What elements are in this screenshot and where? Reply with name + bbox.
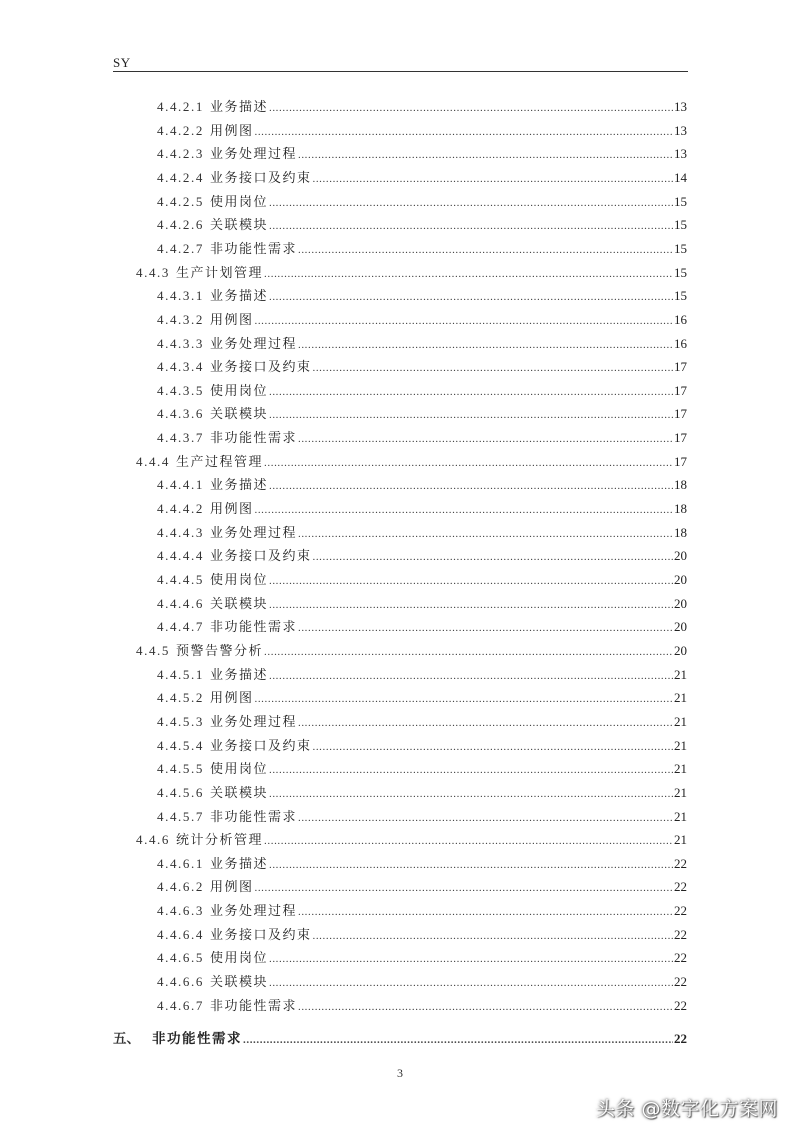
toc-entry-page: 17 (674, 453, 687, 469)
toc-entry-number: 4.4.6.4 (157, 926, 204, 942)
toc-entry-title: 关联模块 (209, 406, 268, 422)
toc-entry-title: 用例图 (209, 122, 254, 138)
toc-entry[interactable] (157, 853, 687, 873)
toc-entry-page: 21 (674, 784, 687, 800)
toc-entry[interactable] (157, 474, 687, 494)
toc-entry[interactable] (157, 403, 687, 423)
dot-leader (269, 764, 673, 776)
toc-entry-page: 21 (674, 666, 687, 682)
toc-entry-title: 业务接口及约束 (209, 548, 312, 564)
toc-entry-title: 用例图 (209, 501, 254, 517)
toc-chapter-page: 22 (674, 1031, 687, 1047)
toc-entry-title: 业务描述 (209, 288, 268, 304)
toc-entry-title: 预警告警分析 (176, 642, 264, 658)
toc-entry-title: 业务接口及约束 (209, 169, 312, 185)
toc-entry-number: 4.4.6.3 (157, 903, 204, 919)
toc-entry-title: 非功能性需求 (209, 997, 297, 1013)
toc-entry-title: 业务接口及约束 (209, 737, 312, 753)
dot-leader (312, 362, 673, 374)
toc-entry-page: 17 (674, 359, 687, 375)
toc-entry-title: 关联模块 (209, 974, 268, 990)
toc-entry[interactable] (157, 711, 687, 731)
toc-entry-number: 4.4.5.3 (157, 713, 204, 729)
toc-entry-number: 4.4.3.4 (157, 359, 204, 375)
dot-leader (298, 149, 673, 161)
toc-entry[interactable] (157, 735, 687, 755)
toc-entry[interactable] (157, 876, 687, 896)
dot-leader (269, 102, 673, 114)
toc-entry-page: 15 (674, 217, 687, 233)
toc-entry-title: 使用岗位 (209, 193, 268, 209)
dot-leader (264, 646, 673, 658)
toc-entry[interactable] (157, 758, 687, 778)
toc-entry-page: 15 (674, 264, 687, 280)
dot-leader (298, 812, 673, 824)
toc-entry-number: 4.4.3.1 (157, 288, 204, 304)
toc-entry-title: 使用岗位 (209, 950, 268, 966)
toc-entry-page: 16 (674, 335, 687, 351)
header-divider (113, 71, 688, 72)
toc-entry[interactable] (157, 971, 687, 991)
toc-entry[interactable] (157, 569, 687, 589)
toc-entry-page: 22 (674, 855, 687, 871)
toc-entry-number: 4.4.5.7 (157, 808, 204, 824)
toc-entry-number: 4.4.2.6 (157, 217, 204, 233)
dot-leader (254, 882, 673, 894)
toc-entry-title: 统计分析管理 (176, 832, 264, 848)
toc-entry[interactable] (157, 616, 687, 636)
toc-entry-number: 4.4.2.4 (157, 169, 204, 185)
toc-entry-page: 16 (674, 311, 687, 327)
toc-entry-number: 4.4.3.2 (157, 311, 204, 327)
toc-entry-page: 20 (674, 572, 687, 587)
toc-entry-page: 15 (674, 288, 687, 304)
toc-entry-number: 4.4.5.5 (157, 761, 204, 777)
toc-entry[interactable] (136, 829, 687, 849)
dot-leader (243, 1034, 673, 1046)
toc-entry[interactable] (157, 191, 687, 211)
dot-leader (312, 741, 673, 753)
toc-entry-page: 18 (674, 501, 687, 517)
toc-entry-page: 22 (674, 997, 687, 1013)
dot-leader (269, 977, 673, 989)
toc-entry[interactable] (157, 782, 687, 802)
toc-entry-number: 4.4.3.6 (157, 406, 204, 422)
dot-leader (254, 504, 673, 516)
dot-leader (312, 930, 673, 942)
toc-entry-number: 4.4.5.6 (157, 784, 204, 800)
dot-leader (298, 528, 673, 540)
toc-entry-page: 18 (674, 524, 687, 540)
toc-entry[interactable] (157, 333, 687, 353)
toc-entry-page: 21 (674, 808, 687, 824)
toc-entry-title: 使用岗位 (209, 382, 268, 398)
dot-leader (298, 1001, 673, 1013)
toc-entry[interactable] (157, 427, 687, 447)
toc-entry-number: 4.4.4.6 (157, 595, 204, 611)
toc-entry-page: 13 (674, 122, 687, 138)
toc-entry-title: 非功能性需求 (209, 808, 297, 824)
toc-entry[interactable] (157, 309, 687, 329)
toc-entry-title: 非功能性需求 (209, 430, 297, 446)
toc-entry-title: 业务处理过程 (209, 335, 297, 351)
toc-entry-number: 4.4.4.7 (157, 619, 204, 635)
toc-entry[interactable] (157, 143, 687, 163)
page-number: 3 (397, 1066, 403, 1080)
toc-entry-page: 17 (674, 406, 687, 422)
dot-leader (298, 906, 673, 918)
toc-entry[interactable] (157, 593, 687, 613)
toc-entry-title: 非功能性需求 (209, 240, 297, 256)
dot-leader (269, 386, 673, 398)
toc-entry-title: 非功能性需求 (209, 619, 297, 635)
toc-entry-number: 4.4.3 (136, 264, 170, 280)
toc-entry[interactable] (157, 995, 687, 1015)
toc-entry-title: 业务描述 (209, 477, 268, 493)
toc-entry[interactable] (157, 285, 687, 305)
toc-entry[interactable] (157, 545, 687, 565)
toc-entry-page: 20 (674, 619, 687, 635)
dot-leader (298, 622, 673, 634)
dot-leader (269, 291, 673, 303)
toc-entry-page: 21 (674, 832, 687, 848)
dot-leader (269, 409, 673, 421)
dot-leader (269, 599, 673, 611)
toc-entry-title: 使用岗位 (209, 761, 268, 777)
toc-entry-number: 4.4.4.5 (157, 572, 204, 587)
toc-entry-title: 业务处理过程 (209, 903, 297, 919)
toc-entry-number: 4.4.5.2 (157, 690, 204, 706)
toc-entry-page: 13 (674, 99, 687, 114)
toc-entry[interactable] (157, 900, 687, 920)
dot-leader (298, 339, 673, 351)
toc-entry[interactable] (157, 120, 687, 140)
toc-entry-number: 4.4.4.3 (157, 524, 204, 540)
toc-entry-title: 业务描述 (209, 855, 268, 871)
toc-entry-page: 15 (674, 193, 687, 209)
toc-entry[interactable] (157, 947, 687, 967)
dot-leader (312, 551, 673, 563)
toc-chapter-entry[interactable] (113, 1027, 687, 1047)
toc-entry[interactable] (157, 214, 687, 234)
toc-entry-title: 业务描述 (209, 99, 268, 114)
toc-entry-number: 4.4.2.3 (157, 146, 204, 162)
toc-entry-page: 21 (674, 737, 687, 753)
dot-leader (298, 244, 673, 256)
toc-entry-number: 4.4.6.5 (157, 950, 204, 966)
toc-entry-number: 4.4.4.1 (157, 477, 204, 493)
toc-entry[interactable] (157, 96, 687, 116)
dot-leader (269, 953, 673, 965)
toc-entry-number: 4.4.2.1 (157, 99, 204, 114)
toc-entry-page: 20 (674, 595, 687, 611)
toc-entry-page: 22 (674, 926, 687, 942)
toc-entry-title: 业务描述 (209, 666, 268, 682)
dot-leader (312, 173, 673, 185)
toc-entry-title: 业务处理过程 (209, 713, 297, 729)
toc-entry[interactable] (157, 356, 687, 376)
toc-chapter-number: 五、 (113, 1031, 140, 1047)
toc-entry-number: 4.4.6.6 (157, 974, 204, 990)
toc-entry-number: 4.4.6.2 (157, 879, 204, 895)
toc-entry-number: 4.4.4.2 (157, 501, 204, 517)
toc-entry-title: 使用岗位 (209, 572, 268, 587)
toc-entry-page: 21 (674, 713, 687, 729)
toc-entry-number: 4.4.6 (136, 832, 170, 848)
toc-entry-title: 业务接口及约束 (209, 359, 312, 375)
toc-entry[interactable] (157, 380, 687, 400)
page-header-label: SY (113, 55, 131, 70)
toc-entry-number: 4.4.3.3 (157, 335, 204, 351)
dot-leader (269, 859, 673, 871)
toc-entry[interactable] (157, 238, 687, 258)
dot-leader (254, 315, 673, 327)
dot-leader (269, 788, 673, 800)
dot-leader (298, 717, 673, 729)
toc-entry-number: 4.4.3.5 (157, 382, 204, 398)
toc-entry[interactable] (157, 167, 687, 187)
toc-entry-number: 4.4.5.1 (157, 666, 204, 682)
toc-entry-title: 业务处理过程 (209, 146, 297, 162)
toc-entry-number: 4.4.6.7 (157, 997, 204, 1013)
dot-leader (269, 670, 673, 682)
toc-entry[interactable] (157, 498, 687, 518)
toc-entry-number: 4.4.4 (136, 453, 170, 469)
toc-entry-title: 业务处理过程 (209, 524, 297, 540)
toc-entry-page: 20 (674, 548, 687, 564)
toc-entry-page: 14 (674, 169, 687, 185)
dot-leader (264, 835, 673, 847)
toc-entry-title: 生产过程管理 (176, 453, 264, 469)
toc-entry[interactable] (157, 664, 687, 684)
dot-leader (269, 197, 673, 209)
toc-entry-page: 22 (674, 974, 687, 990)
toc-entry[interactable] (136, 262, 687, 282)
toc-entry-page: 13 (674, 146, 687, 162)
toc-entry-number: 4.4.5 (136, 642, 170, 658)
toc-entry-page: 15 (674, 240, 687, 256)
toc-entry-title: 关联模块 (209, 217, 268, 233)
dot-leader (269, 480, 673, 492)
toc-entry-page: 18 (674, 477, 687, 493)
toc-entry-number: 4.4.4.4 (157, 548, 204, 564)
toc-entry[interactable] (136, 451, 687, 471)
toc-entry-title: 用例图 (209, 879, 254, 895)
toc-entry-page: 20 (674, 642, 687, 658)
toc-entry-number: 4.4.2.7 (157, 240, 204, 256)
toc-entry-number: 4.4.6.1 (157, 855, 204, 871)
toc-entry-title: 用例图 (209, 311, 254, 327)
toc-entry-number: 4.4.5.4 (157, 737, 204, 753)
dot-leader (269, 575, 673, 587)
toc-entry[interactable] (157, 687, 687, 707)
dot-leader (254, 693, 673, 705)
toc-entry-page: 22 (674, 903, 687, 919)
toc-entry-title: 用例图 (209, 690, 254, 706)
toc-entry-page: 22 (674, 879, 687, 895)
toc-entry-page: 17 (674, 430, 687, 446)
toc-entry[interactable] (157, 924, 687, 944)
toc-entry-title: 关联模块 (209, 784, 268, 800)
watermark: 头条 @数字化方案网 (595, 1098, 778, 1120)
toc-entry-title: 关联模块 (209, 595, 268, 611)
dot-leader (264, 457, 673, 469)
toc-entry-page: 22 (674, 950, 687, 966)
toc-entry-number: 4.4.3.7 (157, 430, 204, 446)
toc-entry-page: 17 (674, 382, 687, 398)
dot-leader (264, 268, 673, 280)
toc-entry-number: 4.4.2.2 (157, 122, 204, 138)
toc-entry[interactable] (136, 640, 687, 660)
toc-entry-title: 业务接口及约束 (209, 926, 312, 942)
dot-leader (254, 126, 673, 138)
dot-leader (298, 433, 673, 445)
toc-entry-page: 21 (674, 761, 687, 777)
toc-entry[interactable] (157, 806, 687, 826)
toc-entry-title: 生产计划管理 (176, 264, 264, 280)
dot-leader (269, 220, 673, 232)
toc-entry-page: 21 (674, 690, 687, 706)
toc-entry[interactable] (157, 522, 687, 542)
toc-entry-number: 4.4.2.5 (157, 193, 204, 209)
toc-chapter-title: 非功能性需求 (152, 1031, 242, 1047)
